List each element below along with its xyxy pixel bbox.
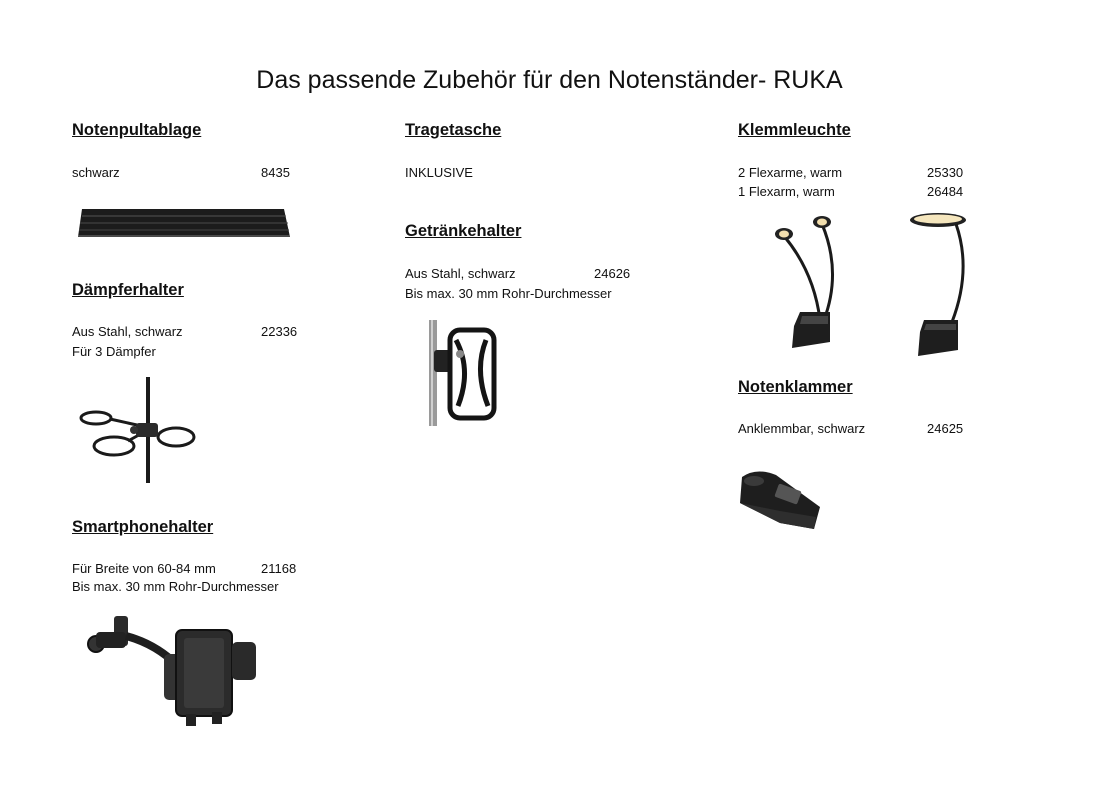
- daempferhalter-image: [80, 377, 200, 485]
- klemmleuchte-number2: 26484: [927, 184, 964, 199]
- heading-tragetasche: Tragetasche: [405, 121, 502, 139]
- getraenkehalter-desc1: Aus Stahl, schwarz: [405, 266, 516, 281]
- notenpultablage-desc: schwarz: [72, 165, 120, 180]
- heading-notenpultablage: Notenpultablage: [72, 121, 202, 139]
- heading-daempferhalter: Dämpferhalter: [72, 281, 184, 299]
- tragetasche-desc: INKLUSIVE: [405, 165, 473, 180]
- daempferhalter-desc2: Für 3 Dämpfer: [72, 344, 156, 359]
- smartphonehalter-image: [86, 614, 262, 728]
- getraenkehalter-number: 24626: [594, 266, 631, 281]
- getraenkehalter-desc2: Bis max. 30 mm Rohr-Durchmesser: [405, 286, 612, 301]
- smartphonehalter-number: 21168: [261, 561, 297, 576]
- notenpultablage-number: 8435: [261, 165, 290, 180]
- notenklammer-image: [736, 467, 826, 537]
- page-title: Das passende Zubehör für den Notenständer- RUKA: [256, 66, 843, 94]
- daempferhalter-number: 22336: [261, 324, 298, 339]
- klemmleuchte-single-image: [908, 210, 970, 358]
- heading-smartphonehalter: Smartphonehalter: [72, 518, 214, 536]
- heading-getraenkehalter: Getränkehalter: [405, 222, 522, 240]
- klemmleuchte-double-image: [772, 212, 842, 350]
- getraenkehalter-image: [426, 320, 498, 428]
- klemmleuchte-number1: 25330: [927, 165, 964, 180]
- smartphonehalter-desc2: Bis max. 30 mm Rohr-Durchmesser: [72, 579, 279, 594]
- smartphonehalter-desc1: Für Breite von 60-84 mm: [72, 561, 216, 576]
- heading-klemmleuchte: Klemmleuchte: [738, 121, 851, 139]
- notenpultablage-image: [78, 207, 290, 239]
- klemmleuchte-desc2: 1 Flexarm, warm: [738, 184, 835, 199]
- heading-notenklammer: Notenklammer: [738, 378, 853, 396]
- klemmleuchte-desc1: 2 Flexarme, warm: [738, 165, 843, 180]
- daempferhalter-desc1: Aus Stahl, schwarz: [72, 324, 183, 339]
- notenklammer-desc: Anklemmbar, schwarz: [738, 421, 866, 436]
- notenklammer-number: 24625: [927, 421, 964, 436]
